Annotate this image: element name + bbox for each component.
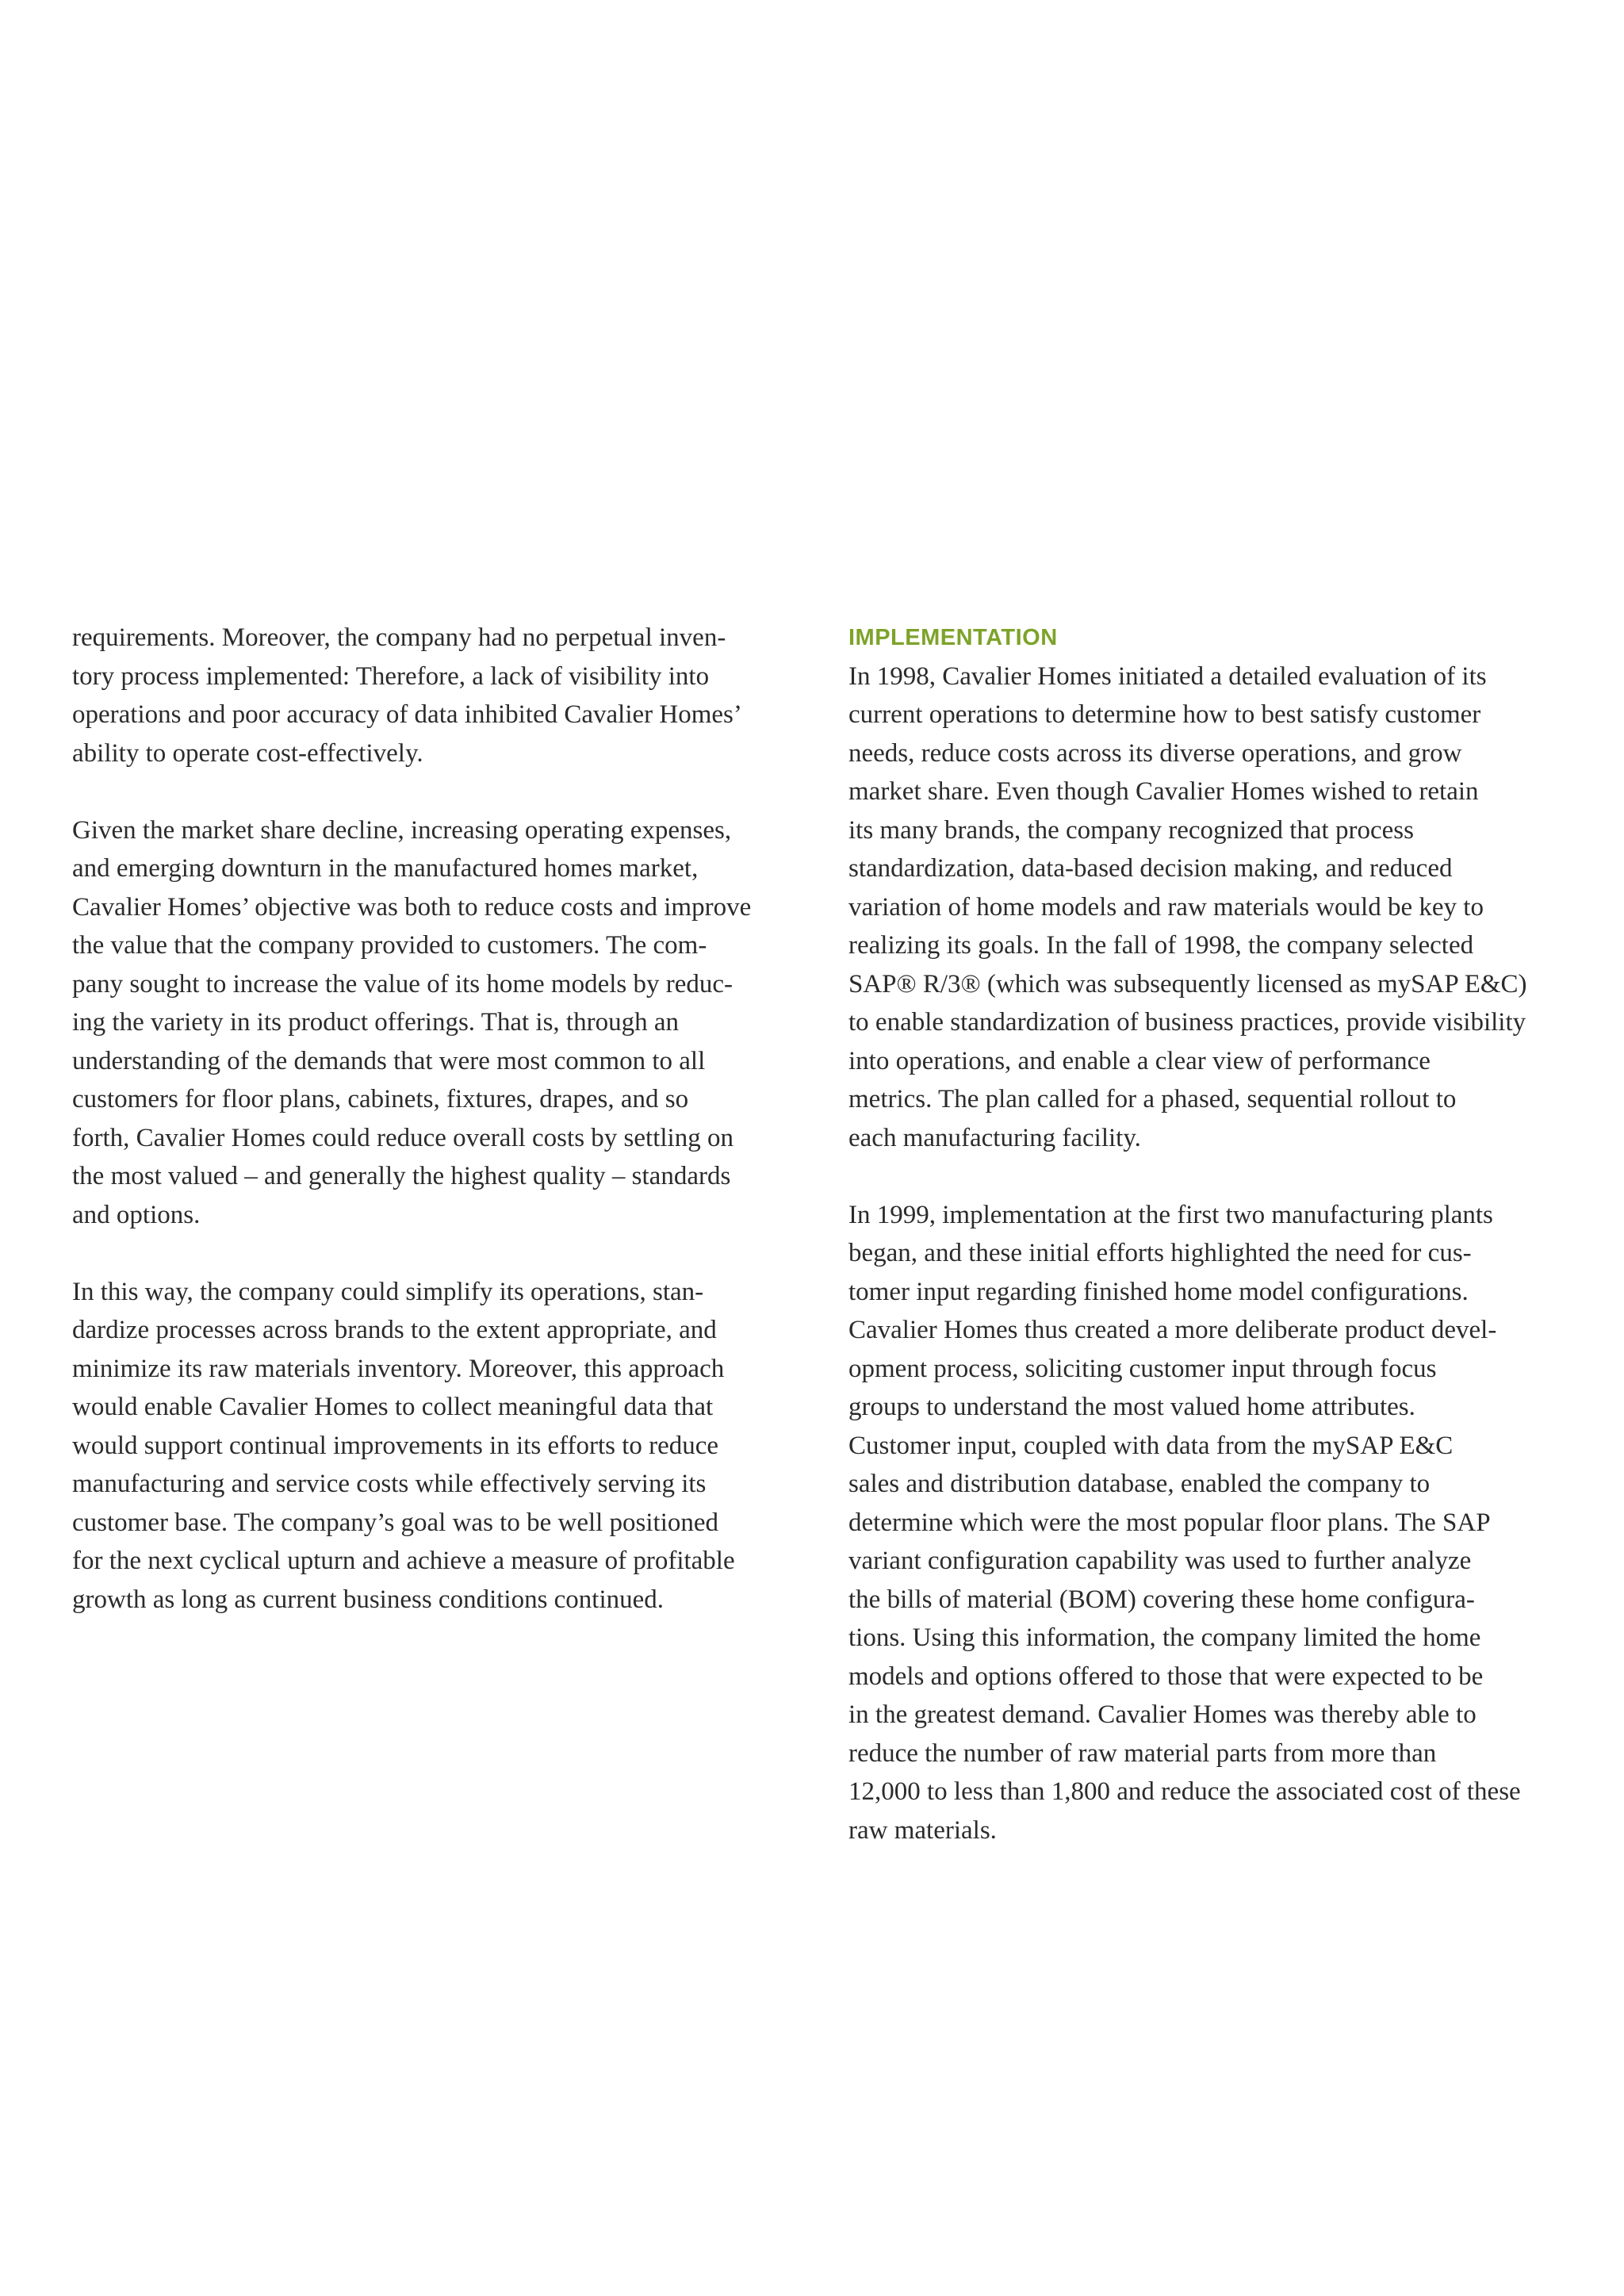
text-line: SAP® R/3® (which was subsequently licensed as mySAP E&C): [848, 969, 1527, 999]
text-line: ability to operate cost-effectively.: [72, 738, 423, 768]
text-line: variation of home models and raw materials would be key to: [848, 892, 1484, 922]
text-line: forth, Cavalier Homes could reduce overall costs by settling on: [72, 1123, 733, 1152]
text-line: manufacturing and service costs while effectively serving its: [72, 1470, 707, 1498]
right-column: [848, 619, 1610, 1849]
text-line: customer base. The company’s goal was to be well positioned: [72, 1508, 719, 1537]
text-line: variant configuration capability was used to further analyze: [848, 1547, 1472, 1575]
text-line: opment process, soliciting customer input through focus: [848, 1354, 1437, 1383]
text-line: Cavalier Homes thus created a more deliberate product devel-: [848, 1316, 1497, 1344]
text-line: realizing its goals. In the fall of 1998, the company selected: [848, 931, 1474, 960]
text-line: tomer input regarding finished home model configurations.: [848, 1277, 1469, 1306]
text-line: each manufacturing facility.: [848, 1123, 1141, 1152]
text-line: In this way, the company could simplify its operations, stan-: [72, 1277, 704, 1306]
text-line: needs, reduce costs across its diverse operations, and grow: [848, 738, 1462, 768]
text-line: the most valued – and generally the highest quality – standards: [72, 1162, 731, 1190]
paragraph-evaluation-1998: [848, 657, 1610, 1158]
text-line: dardize processes across brands to the extent appropriate, and: [72, 1316, 717, 1344]
text-line: operations and poor accuracy of data inhibited Cavalier Homes’: [72, 700, 742, 729]
text-line: its many brands, the company recognized that process: [848, 815, 1414, 845]
text-line: would support continual improvements in its efforts to reduce: [72, 1431, 719, 1460]
text-line: for the next cyclical upturn and achieve a measure of profitable: [72, 1547, 735, 1575]
text-line: market share. Even though Cavalier Homes wished to retain: [848, 777, 1479, 806]
text-line: would enable Cavalier Homes to collect meaningful data that: [72, 1393, 714, 1421]
text-line: groups to understand the most valued home attributes.: [848, 1393, 1415, 1421]
text-line: the bills of material (BOM) covering these home configura-: [848, 1585, 1475, 1614]
left-column: [72, 619, 833, 1619]
text-line: Cavalier Homes’ objective was both to reduce costs and improve: [72, 892, 752, 922]
text-line: tions. Using this information, the company limited the home: [848, 1623, 1481, 1652]
text-line: Given the market share decline, increasing operating expenses,: [72, 815, 732, 845]
text-line: current operations to determine how to best satisfy customer: [848, 700, 1481, 729]
text-line: and options.: [72, 1200, 201, 1229]
text-line: In 1998, Cavalier Homes initiated a detailed evaluation of its: [848, 661, 1487, 691]
paragraph-inventory-visibility: [72, 619, 833, 772]
text-line: into operations, and enable a clear view of performance: [848, 1046, 1431, 1075]
text-line: raw materials.: [848, 1815, 997, 1845]
text-line: determine which were the most popular floor plans. The SAP: [848, 1508, 1491, 1537]
text-line: the value that the company provided to customers. The com-: [72, 931, 707, 960]
text-line: and emerging downturn in the manufactured homes market,: [72, 854, 699, 883]
text-line: 12,000 to less than 1,800 and reduce the associated cost of these: [848, 1777, 1521, 1806]
text-line: in the greatest demand. Cavalier Homes was thereby able to: [848, 1700, 1477, 1729]
section-heading-implementation: IMPLEMENTATION: [848, 625, 1058, 650]
text-line: to enable standardization of business practices, provide visibility: [848, 1008, 1526, 1037]
text-line: tory process implemented: Therefore, a lack of visibility into: [72, 661, 710, 691]
text-line: began, and these initial efforts highlighted the need for cus-: [848, 1239, 1472, 1267]
text-line: sales and distribution database, enabled the company to: [848, 1470, 1431, 1498]
paragraph-objective: [72, 811, 833, 1235]
text-line: Customer input, coupled with data from the mySAP E&C: [848, 1431, 1454, 1460]
text-line: metrics. The plan called for a phased, sequential rollout to: [848, 1085, 1457, 1114]
text-line: requirements. Moreover, the company had no perpetual inven-: [72, 623, 726, 652]
text-line: understanding of the demands that were most common to all: [72, 1046, 706, 1075]
text-line: standardization, data-based decision making, and reduced: [848, 854, 1453, 883]
text-line: ing the variety in its product offerings. That is, through an: [72, 1008, 679, 1037]
text-line: minimize its raw materials inventory. Moreover, this approach: [72, 1354, 725, 1383]
text-line: customers for floor plans, cabinets, fixtures, drapes, and so: [72, 1085, 689, 1114]
text-line: reduce the number of raw material parts from more than: [848, 1738, 1437, 1768]
text-line: In 1999, implementation at the first two manufacturing plants: [848, 1200, 1493, 1229]
paragraph-simplify-operations: [72, 1273, 833, 1619]
text-line: growth as long as current business conditions continued.: [72, 1585, 665, 1614]
paragraph-implementation-1999: [848, 1196, 1610, 1850]
text-line: models and options offered to those that were expected to be: [848, 1662, 1484, 1691]
text-line: pany sought to increase the value of its home models by reduc-: [72, 969, 733, 999]
